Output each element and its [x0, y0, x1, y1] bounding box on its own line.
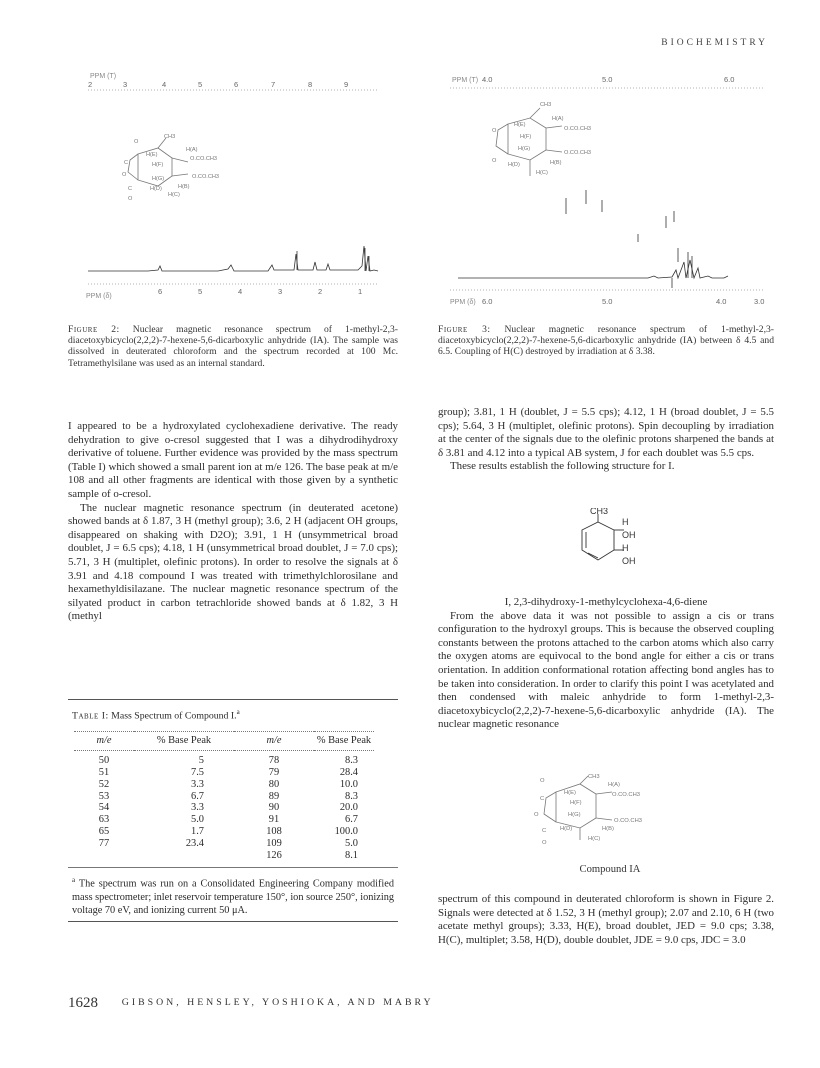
fig2-bottom-ticks	[158, 287, 362, 296]
fig3-label-ch3: CH3	[540, 102, 552, 108]
right-column-text-bottom	[438, 893, 774, 947]
fig2-bottom-tick: 3	[278, 287, 283, 296]
struct2-label-o1: O	[540, 778, 545, 784]
table-cell: 91	[268, 814, 280, 826]
table-row	[74, 814, 374, 826]
table-row	[74, 791, 374, 803]
table-row	[74, 850, 374, 862]
table-cell: 8.1	[345, 849, 358, 861]
table-cell: 6.7	[191, 790, 204, 802]
fig2-label-ha: H(A)	[186, 147, 198, 153]
structure-i-caption: I, 2,3-dihydroxy-1-methylcyclohexa-4,6-diene	[504, 596, 708, 608]
running-header-journal: BIOCHEMISTRY	[661, 38, 768, 48]
table-cell: 7.5	[191, 767, 204, 779]
structure-compound-i	[552, 508, 662, 588]
struct2-label-o3: O	[542, 840, 547, 846]
compound-ia-caption: Compound IA	[579, 864, 641, 875]
fig3-spectrum-trace	[458, 190, 728, 288]
table-cell: 100.0	[334, 826, 358, 838]
table-cell: 10.0	[339, 778, 358, 790]
table-header-row	[74, 732, 374, 751]
struct1-h1: H	[622, 517, 629, 527]
table-cell: 3.3	[191, 802, 204, 814]
table-title-text: Mass Spectrum of Compound I.	[111, 710, 237, 722]
fig3-top-tick: 5.0	[602, 75, 613, 84]
fig2-top-tick: 6	[234, 80, 239, 89]
page-number: 1628	[68, 995, 98, 1011]
fig2-bottom-ppm-label: PPM (δ)	[86, 293, 112, 300]
table-footnote-text: The spectrum was run on a Consolidated Engineering Company modified mass spectrometer; inlet reservoir temperature 150°, ion source 250°, ionizing voltage 70 eV, and ionizing current 50 μA.	[72, 878, 395, 916]
footer-authors: GIBSON, HENSLEY, YOSHIOKA, AND MABRY	[121, 997, 434, 1008]
fig2-label-oac2: O.CO.CH3	[192, 174, 220, 180]
fig2-top-tick: 7	[271, 80, 276, 89]
fig2-bottom-tick: 2	[318, 287, 323, 296]
table-cell: 5.0	[345, 837, 358, 849]
struct2-label-hb: H(B)	[602, 826, 614, 832]
struct2-label-hc: H(C)	[588, 836, 601, 842]
struct2-label-ha: H(A)	[608, 782, 620, 788]
table-cell: 1.7	[191, 826, 204, 838]
table-cell: 5.0	[191, 814, 204, 826]
table-title	[72, 708, 398, 721]
table-cell: 52	[98, 778, 110, 790]
table-row	[74, 838, 374, 850]
struct2-label-hf: H(F)	[570, 800, 582, 806]
fig2-top-tick: 2	[88, 80, 93, 89]
fig2-label-hf: H(F)	[152, 162, 164, 168]
table-cell	[74, 850, 134, 862]
fig3-label-hg: H(G)	[518, 146, 531, 152]
fig2-top-tick: 8	[308, 80, 313, 89]
fig3-top-ppm-label: PPM (T)	[452, 77, 479, 84]
table-row	[74, 779, 374, 791]
left-paragraph-2: The nuclear magnetic resonance spectrum (in deuterated acetone) showed bands at δ 1.87, 3 H (methyl group); 3.6, 2 H (adjacent OH groups, disappeared on shaking with D2O); 3.91, 1 H (unsymmetrical broad doublet, J = 6.5 cps); 4.18, 1 H (unsymmetrical broad doublet, J = 7.0 cps); 5.71, 3 H (multiplet, olefinic protons). In order to resolve the signals at δ 3.91 and 4.18 compound I was treated with trimethylchlorosilane and hexamethyldisilazane. The nuclear magnetic resonance spectrum of the silyated product in carbon tetrachloride showed bands at δ 1.82, 3 H (methyl	[68, 501, 398, 623]
figure-3-spectrum	[438, 66, 778, 316]
table-cell: 8.3	[345, 755, 358, 767]
fig2-bottom-tick: 1	[358, 287, 363, 296]
fig2-label-hc: H(C)	[168, 192, 180, 198]
table-cell: 5	[198, 755, 204, 767]
struct2-label-c1: C	[540, 796, 545, 802]
struct2-label-c2: C	[542, 828, 547, 834]
fig3-bottom-tick: 3.0	[754, 297, 765, 306]
fig2-label-o2: O	[122, 172, 127, 178]
right-paragraph-3: From the above data it was not possible to assign a cis or trans configuration to the hydroxyl groups. This is because the observed coupling constants between the protons attached to the carbon atoms which also carry the oxygen atoms are equivocal to the bond angle for either a cis or trans orientation. In addition conformational rotation affecting bond angles has to be taken into consideration. In order to clarify this point I was acetylated and then condensed with maleic anhydride to form 1-methyl-2,3-diacetoxybicyclo(2,2,2)-7-hexene-5,6-dicarboxylic anhydride (IA). The nuclear magnetic resonance	[438, 609, 774, 731]
table-cell: 3.3	[191, 778, 204, 790]
fig2-label-c2: C	[128, 186, 133, 192]
fig2-top-ticks	[88, 80, 348, 89]
fig3-label-hc: H(C)	[536, 170, 548, 176]
fig3-bottom-tick: 4.0	[716, 297, 727, 306]
struct1-ch3: CH3	[590, 508, 609, 516]
table-title-note: a	[236, 708, 240, 716]
table-footnote-mark: a	[72, 876, 76, 885]
right-paragraph-4: spectrum of this compound in deuterated chloroform is shown in Figure 2. Signals were detected at δ 1.52, 3 H (methyl group); 2.07 and 2.10, 6 H (two acetate methyl groups); 3.33, H(E), broad doublet, JED = 9.0 cps; 3.38, H(C), multiplet; 3.58, H(D), double doublet, JDE = 9.0 cps, JDC = 3.0	[438, 893, 774, 946]
fig2-label-o: O	[134, 139, 139, 145]
figure-2-caption-text: Nuclear magnetic resonance spectrum of 1-methyl-2,3-diacetoxybicyclo(2,2,2)-7-hexene-5,6-dicarboxylic anhydride (IA). The sample was dissolved in deuterated chloroform and the spectrum recorded at 100 Mc. Tetramethylsilane was used as an internal standard.	[68, 324, 398, 369]
fig2-top-ppm-label: PPM (T)	[90, 73, 117, 80]
figure-3-caption	[438, 324, 774, 358]
table-cell: 51	[98, 767, 110, 779]
table-cell: 109	[266, 837, 282, 849]
fig3-top-ticks	[482, 75, 734, 84]
table-cell: 90	[268, 802, 280, 814]
figure-2-spectrum	[68, 66, 408, 316]
fig2-bottom-tick: 6	[158, 287, 163, 296]
right-paragraph-2: These results establish the following structure for I.	[450, 460, 675, 473]
fig2-top-tick: 4	[162, 80, 167, 89]
fig3-label-oac2: O.CO.CH3	[564, 150, 592, 156]
struct1-h2: H	[622, 543, 629, 553]
fig3-top-tick: 4.0	[482, 75, 493, 84]
struct2-label-ch3: CH3	[588, 774, 600, 780]
right-paragraph-1: group); 3.81, 1 H (doublet, J = 5.5 cps); 4.12, 1 H (broad doublet, J = 5.5 cps); 5.64, 3 H (multiplet, olefinic protons). Spin decoupling by irradiation at the center of the signals due to the olefinic protons sharpened the bands at δ 3.81 and 4.12 into a typical AB system, J for each doublet was 5.5 cps.	[438, 406, 774, 459]
fig3-label-hd: H(D)	[508, 162, 520, 168]
fig3-bottom-ppm-label: PPM (δ)	[450, 299, 476, 306]
struct1-oh2: OH	[622, 556, 636, 566]
struct1-oh1: OH	[622, 530, 636, 540]
table-cell: 6.7	[345, 814, 358, 826]
figure-2-caption	[68, 324, 398, 369]
fig3-label-ha: H(A)	[552, 116, 564, 122]
fig2-bottom-tick: 5	[198, 287, 203, 296]
struct2-label-hd: H(D)	[560, 826, 573, 832]
table-header-me: m/e	[74, 732, 134, 751]
table-label: Table I:	[72, 710, 109, 722]
fig3-label-hb: H(B)	[550, 160, 562, 166]
fig2-label-he: H(E)	[146, 152, 158, 158]
table-cell: 80	[268, 778, 280, 790]
fig2-top-tick: 5	[198, 80, 203, 89]
table-cell: 28.4	[339, 767, 358, 779]
table-header-me: m/e	[234, 732, 314, 751]
right-column-text-mid	[438, 596, 774, 732]
left-column-text	[68, 420, 398, 624]
table-row	[74, 751, 374, 767]
table-cell: 108	[266, 826, 282, 838]
struct2-label-hg: H(G)	[568, 812, 581, 818]
fig2-top-tick: 9	[344, 80, 349, 89]
table-footnote	[68, 867, 398, 916]
fig2-label-o3: O	[128, 196, 133, 202]
table-cell: 23.4	[185, 837, 204, 849]
struct2-label-o2: O	[534, 812, 539, 818]
mass-spectrum-data-table	[74, 731, 374, 861]
mass-spectrum-table	[68, 699, 398, 922]
table-cell: 89	[268, 790, 280, 802]
table-row	[74, 767, 374, 779]
fig3-label-he: H(E)	[514, 122, 526, 128]
table-header-base-peak: % Base Peak	[314, 732, 374, 751]
fig3-label-oac1: O.CO.CH3	[564, 126, 592, 132]
table-cell: 20.0	[339, 802, 358, 814]
structure-compound-ia	[512, 770, 682, 860]
fig2-bottom-tick: 4	[238, 287, 243, 296]
table-cell: 126	[266, 849, 282, 861]
right-column-text-top	[438, 406, 774, 474]
table-cell: 63	[98, 814, 110, 826]
fig2-label-c1: C	[124, 160, 129, 166]
fig3-bottom-tick: 6.0	[482, 297, 493, 306]
fig2-label-oac1: O.CO.CH3	[190, 156, 218, 162]
table-cell: 77	[98, 837, 110, 849]
fig3-bottom-ticks	[482, 297, 764, 306]
page-footer	[68, 995, 434, 1012]
fig3-label-o2: O	[492, 158, 497, 164]
fig2-top-tick: 3	[123, 80, 128, 89]
fig2-label-hg: H(G)	[152, 176, 165, 182]
table-cell: 53	[98, 790, 110, 802]
left-paragraph-1: I appeared to be a hydroxylated cyclohexadiene derivative. The ready dehydration to give o-cresol suggested that I was a dihydrodihydroxy derivative of toluene. Further evidence was provided by the mass spectrum (Table I) which showed a small parent ion at m/e 126. The base peak at m/e 108 and all other fragments are identical with those given by a synthetic sample of o-cresol.	[68, 420, 398, 500]
fig2-label-hb: H(B)	[178, 184, 190, 190]
figure-3-caption-text: Nuclear magnetic resonance spectrum of 1-methyl-2,3-diacetoxybicyclo(2,2,2)-7-hexene-5,6-dicarboxylic anhydride (IA) between δ 4.5 and 6.5. Coupling of H(C) destroyed by irradiation at δ 3.38.	[438, 324, 774, 358]
struct2-label-oac2: O.CO.CH3	[614, 818, 643, 824]
fig2-spectrum-trace	[88, 246, 378, 271]
table-cell: 78	[268, 755, 280, 767]
table-row	[74, 802, 374, 814]
fig3-label-hf: H(F)	[520, 134, 532, 140]
struct2-label-he: H(E)	[564, 790, 576, 796]
figure-2-caption-label: Figure 2:	[68, 324, 120, 335]
table-cell	[134, 850, 234, 862]
table-cell: 50	[98, 755, 110, 767]
fig2-label-hd: H(D)	[150, 186, 162, 192]
fig3-top-tick: 6.0	[724, 75, 735, 84]
table-cell: 8.3	[345, 790, 358, 802]
table-cell: 54	[98, 802, 110, 814]
table-row	[74, 826, 374, 838]
struct2-label-oac1: O.CO.CH3	[612, 792, 641, 798]
fig2-label-ch3: CH3	[164, 134, 176, 140]
fig3-label-o1: O	[492, 128, 497, 134]
fig3-bottom-tick: 5.0	[602, 297, 613, 306]
figure-3-caption-label: Figure 3:	[438, 324, 491, 335]
table-cell: 79	[268, 767, 280, 779]
table-cell: 65	[98, 826, 110, 838]
table-header-base-peak: % Base Peak	[134, 732, 234, 751]
